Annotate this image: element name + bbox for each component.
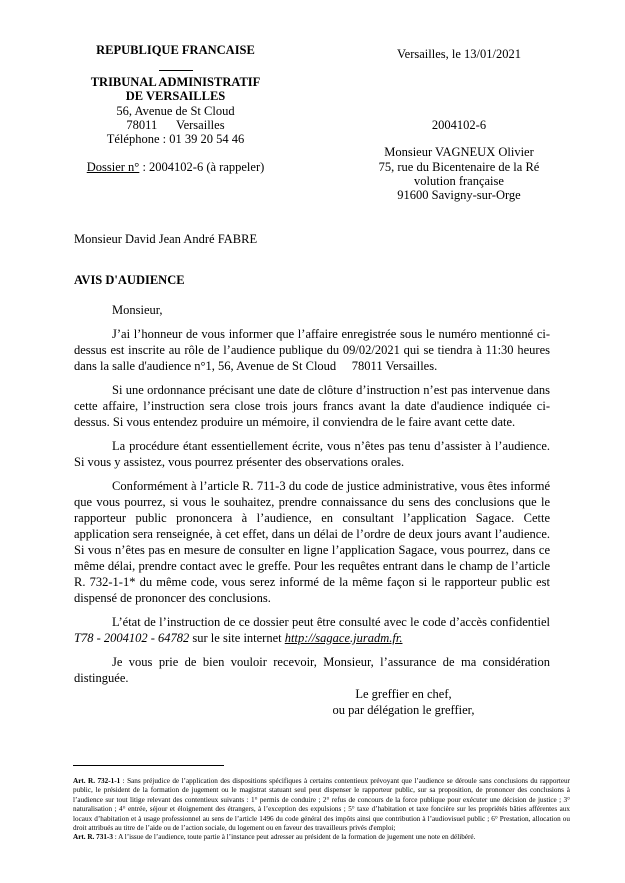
footnote-article-731-label: Art. R. 731-3 — [73, 833, 113, 842]
notice-title: AVIS D'AUDIENCE — [74, 273, 185, 287]
paragraph-hearing: J’ai l’honneur de vous informer que l’affaire enregistrée sous le numéro mentionné ci-dessus est inscrite au rôle de l’audience publique du 09/02/2021 qui se tiendra à 11:30 heures dans la salle d'audience n°1, 56, Avenue de St Cloud 78011 Versailles. — [74, 327, 550, 373]
paragraph-written-procedure: La procédure étant essentiellement écrite, vous n’êtes pas tenu d’assister à l’audience. Si vous y assistez, vous pourrez présenter des observations orales. — [74, 439, 550, 469]
court-phone: Téléphone : 01 39 20 54 46 — [106, 132, 245, 147]
recipient-city: 91600 Savigny-sur-Orge — [397, 188, 521, 203]
footnote-rule — [73, 765, 224, 766]
footnote-article-731 — [73, 833, 570, 842]
footnote-block — [73, 777, 570, 843]
sagace-url-link[interactable]: http://sagace.juradm.fr. — [284, 631, 403, 645]
footnote-article-731-text: : A l’issue de l’audience, toute partie à l’instance peut adresser au président de la formation de jugement une note en délibéré. — [112, 833, 476, 842]
salutation: Monsieur, — [112, 303, 163, 317]
addressee-line: Monsieur David Jean André FABRE — [74, 232, 258, 246]
header-divider — [159, 70, 193, 71]
date-line: Versailles, le 13/01/2021 — [397, 47, 521, 61]
access-middle: sur le site internet — [189, 631, 285, 645]
paragraph-closing-formula: Je vous prie de bien vouloir recevoir, Monsieur, l’assurance de ma considération distinguée. — [74, 655, 550, 685]
paragraph-instruction-closure: Si une ordonnance précisant une date de clôture d’instruction n’est pas intervenue dans cette affaire, l’instruction sera close trois jours francs avant la date d'audience indiquée ci-dessus. Si vous entendez produire un mémoire, il conviendra de le faire avant cette date. — [74, 383, 550, 429]
access-code: T78 - 2004102 - 64782 — [74, 631, 190, 645]
footnote-article-732 — [73, 777, 570, 833]
court-name-line2: DE VERSAILLES — [125, 89, 226, 104]
footnote-article-732-text: : Sans préjudice de l’application des dispositions spécifiques à certains contentieux prévoyant que l’audience se déroule sans conclusions du rapporteur public, le président de la formation de jugement ou le magistrat statuant seul peut dispenser le rapporteur public, sur sa proposition, de prononcer des conclusions à l’audience sur tout litige relevant des contentieux suivants : 1° permis de conduire ; 2° refus de concours de la force publique pour exécuter une décision de justice ; 3° naturalisation ; 4° entrée, séjour et éloignement des étrangers, à l’exception des expulsions ; 5° taxe d’habitation et taxe foncière sur les propriétés bâties afférentes aux locaux d’habitation et à usage professionnel au sens de l’article 1496 du code général des impôts ainsi que contribution à l’audiovisuel public ; 6° Prestation, allocation ou droit attribués au titre de l’aide ou de l’action sociale, du logement ou en faveur des travailleurs privés d'emploi; — [73, 777, 570, 833]
recipient-street-line1: 75, rue du Bicentenaire de la Ré — [378, 159, 540, 174]
sender-block — [73, 43, 278, 174]
dossier-value: : 2004102-6 (à rappeler) — [139, 160, 265, 175]
recipient-address-block — [374, 145, 544, 202]
signature-line-2: ou par délégation le greffier, — [332, 703, 475, 717]
republic-title: REPUBLIQUE FRANCAISE — [96, 43, 255, 57]
dossier-line — [73, 160, 278, 174]
paragraph-access-code — [74, 614, 550, 646]
access-prefix: L’état de l’instruction de ce dossier peut être consulté avec le code d’accès confidentiel — [112, 615, 550, 629]
footnote-article-732-label: Art. R. 732-1-1 — [73, 777, 121, 785]
recipient-street-line2: volution française — [414, 173, 504, 188]
signature-block — [300, 686, 507, 718]
court-city: 78011 Versailles — [126, 117, 225, 132]
case-number: 2004102-6 — [431, 118, 487, 133]
letter-body — [74, 302, 550, 718]
recipient-name: Monsieur VAGNEUX Olivier — [384, 145, 534, 160]
court-address: 56, Avenue de St Cloud — [116, 103, 235, 118]
court-name-line1: TRIBUNAL ADMINISTRATIF — [90, 75, 261, 90]
meta-block — [374, 47, 544, 202]
dossier-label: Dossier n° — [86, 160, 140, 175]
signature-line-1: Le greffier en chef, — [355, 687, 452, 701]
paragraph-sagace: Conformément à l’article R. 711-3 du code de justice administrative, vous êtes informé que vous pourrez, si vous le souhaitez, prendre connaissance du sens des conclusions que le rapporteur public prononcera à l’audience, en consultant l’application Sagace. Cette application sera renseignée, à cet effet, dans un délai de l’ordre de deux jours avant l’audience. Si vous n’êtes pas en mesure de consulter en ligne l’application Sagace, vous pourrez, dans ce même délai, prendre contact avec le greffe. Pour les requêtes entrant dans le champ de l’article R. 732-1-1* du même code, vous serez informé de la même façon si le rapporteur public est dispensé de prononcer des conclusions. — [74, 479, 550, 605]
